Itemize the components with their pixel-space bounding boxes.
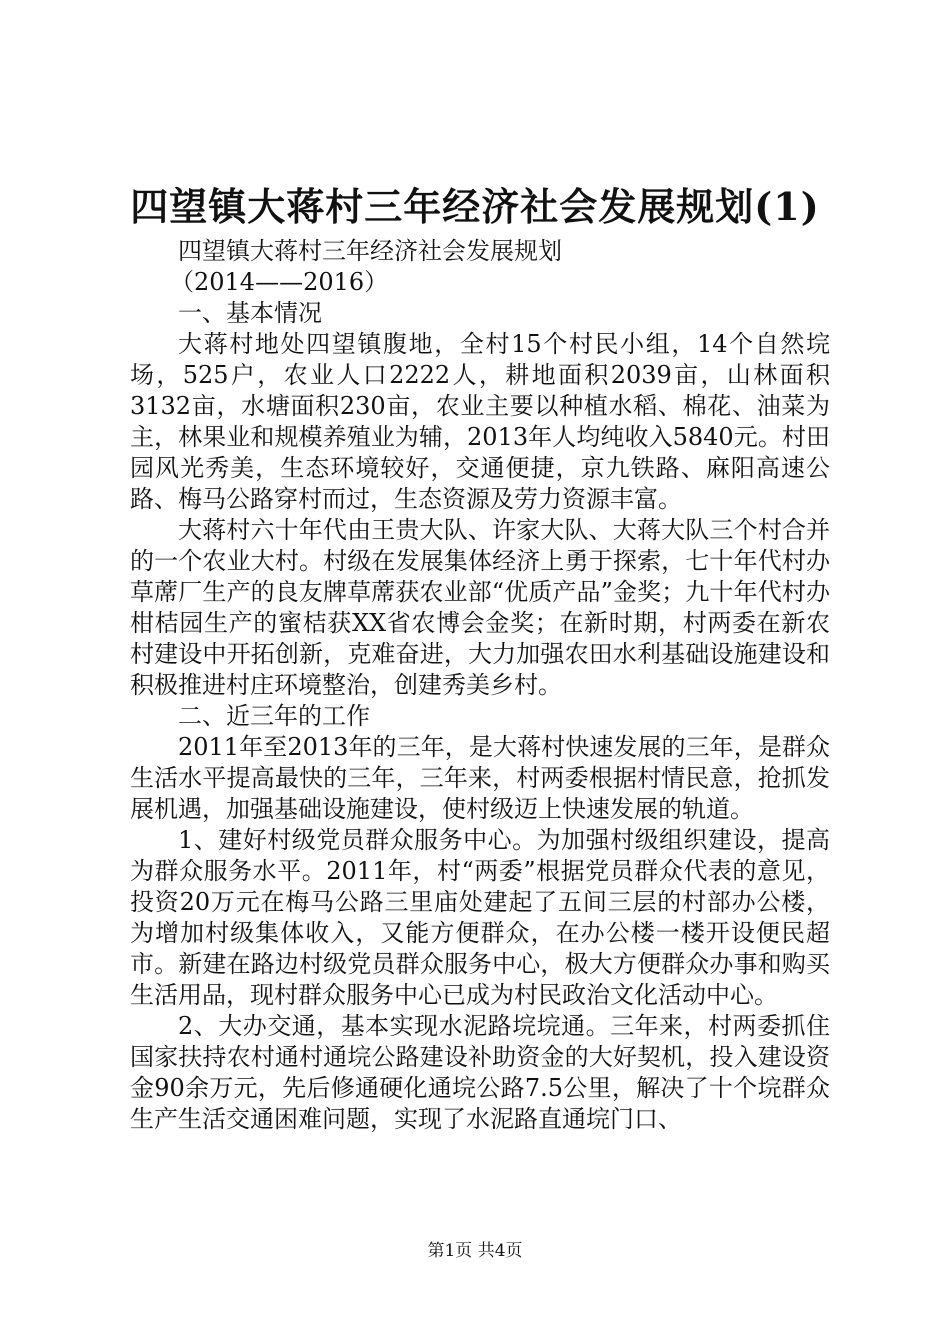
paragraph: 大蒋村六十年代由王贵大队、许家大队、大蒋大队三个村合并的一个农业大村。村级在发展集体经济上勇于探索，七十年代村办草蓆厂生产的良友牌草蓆获农业部“优质产品”金奖；九十年代村办柑桔园生产的蜜桔获XX省农博会金奖；在新时期，村两委在新农村建设中开拓创新，克难奋进，大力加强农田水利基础设施建设和积极推进村庄环境整治，创建秀美乡村。 — [130, 516, 830, 699]
document-title: 四望镇大蒋村三年经济社会发展规划(1) — [130, 184, 820, 229]
paragraph: 2011年至2013年的三年，是大蒋村快速发展的三年，是群众生活水平提高最快的三年，三年来，村两委根据村情民意，抢抓发展机遇，加强基础设施建设，使村级迈上快速发展的轨道。 — [130, 733, 830, 823]
section-heading-work: 二、近三年的工作 — [178, 702, 370, 730]
paragraph: 2、大办交通，基本实现水泥路垸垸通。三年来，村两委抓住国家扶持农村通村通垸公路建设补助资金的大好契机，投入建设资金90余万元，先后修通硬化通垸公路7.5公里，解决了十个垸群众生产生活交通困难问题，实现了水泥路直通垸门口、 — [130, 1012, 830, 1133]
section-heading-basic: 一、基本情况 — [178, 299, 322, 327]
page-number: 第1页 共4页 — [427, 1241, 523, 1261]
document-period: （2014——2016） — [170, 268, 389, 296]
document-subtitle: 四望镇大蒋村三年经济社会发展规划 — [178, 237, 562, 265]
paragraph: 大蒋村地处四望镇腹地，全村15个村民小组，14个自然垸场，525户，农业人口2222人，耕地面积2039亩，山林面积3132亩，水塘面积230亩，农业主要以种植水稻、棉花、油菜为主，林果业和规模养殖业为辅，2013年人均纯收入5840元。村田园风光秀美，生态环境较好，交通便捷，京九铁路、麻阳高速公路、梅马公路穿村而过，生态资源及劳力资源丰富。 — [130, 330, 830, 513]
paragraph: 1、建好村级党员群众服务中心。为加强村级组织建设，提高为群众服务水平。2011年，村“两委”根据党员群众代表的意见，投资20万元在梅马公路三里庙处建起了五间三层的村部办公楼，为增加村级集体收入，又能方便群众，在办公楼一楼开设便民超市。新建在路边村级党员群众服务中心，极大方便群众办事和购买生活用品，现村群众服务中心已成为村民政治文化活动中心。 — [130, 826, 830, 1009]
document-body — [130, 236, 830, 1135]
